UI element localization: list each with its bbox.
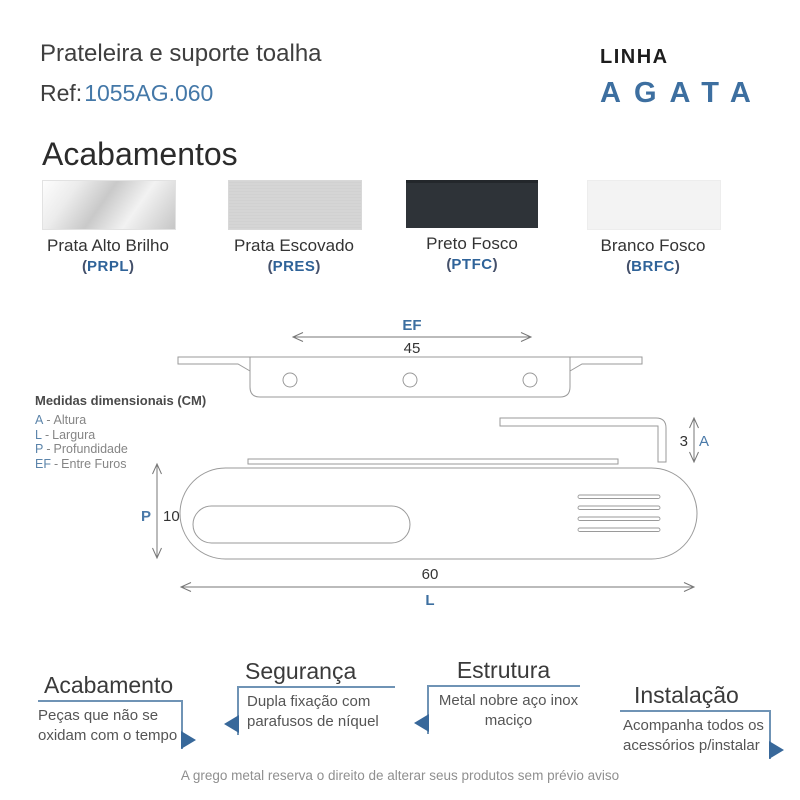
feature-arrow-left-icon bbox=[224, 715, 239, 733]
finish-code: (BRFC) bbox=[626, 258, 680, 275]
dim-width-value: 60 bbox=[421, 566, 439, 583]
ref-label: Ref: bbox=[40, 80, 83, 106]
dim-width-arrow bbox=[181, 583, 694, 592]
feature-acabamento bbox=[38, 672, 183, 749]
finish-name: Preto Fosco bbox=[426, 234, 518, 253]
feature-estrutura bbox=[427, 657, 580, 734]
feature-body: Dupla fixação com parafusos de níquel bbox=[237, 686, 395, 735]
legend-item: L - Largura bbox=[35, 427, 96, 442]
line-name: AGATA bbox=[600, 77, 764, 109]
feature-title: Estrutura bbox=[456, 657, 551, 683]
swatch-silver-gloss bbox=[42, 180, 176, 230]
finish-prata-escovado bbox=[228, 180, 360, 275]
swatch-matte-black bbox=[406, 180, 538, 228]
vent-slats bbox=[578, 495, 660, 532]
finish-code: (PRPL) bbox=[81, 258, 134, 275]
legend-item: EF - Entre Furos bbox=[35, 456, 127, 471]
disclaimer: A grego metal reserva o direito de alterar seus produtos sem prévio aviso bbox=[180, 768, 620, 783]
product-line bbox=[600, 46, 780, 110]
swatch-matte-white bbox=[587, 180, 721, 230]
product-ref bbox=[40, 80, 213, 107]
feature-seguranca bbox=[237, 658, 395, 735]
dim-width-letter: L bbox=[425, 592, 435, 609]
shelf-plan-view bbox=[180, 459, 697, 559]
bracket-side-view bbox=[500, 418, 666, 462]
dim-ef-value: 45 bbox=[403, 340, 421, 357]
feature-title: Segurança bbox=[245, 658, 357, 684]
feature-arrow-left-icon bbox=[414, 714, 429, 732]
finish-prata-alto-brilho bbox=[42, 180, 174, 275]
dim-height-letter: A bbox=[699, 433, 710, 450]
legend-item: A - Altura bbox=[35, 413, 87, 427]
feature-title: Acabamento bbox=[44, 672, 174, 698]
dim-ef-label: EF bbox=[402, 317, 422, 334]
product-title: Prateleira e suporte toalha bbox=[40, 40, 322, 67]
feature-title: Instalação bbox=[634, 682, 739, 708]
ref-value: 1055AG.060 bbox=[84, 80, 214, 106]
line-label: LINHA bbox=[600, 46, 669, 68]
finish-preto-fosco bbox=[406, 180, 538, 273]
dimension-legend bbox=[35, 393, 206, 471]
dim-depth-value: 10 bbox=[163, 508, 180, 525]
dim-depth-letter: P bbox=[140, 508, 151, 525]
finish-code: (PRES) bbox=[267, 258, 321, 275]
swatch-silver-brushed bbox=[228, 180, 362, 230]
dim-depth-arrow bbox=[153, 464, 162, 558]
feature-arrow-right-icon bbox=[769, 741, 784, 759]
shelf-front-view bbox=[178, 357, 642, 397]
legend-item: P - Profundidade bbox=[35, 442, 128, 456]
finish-branco-fosco bbox=[587, 180, 719, 275]
finish-name: Prata Escovado bbox=[233, 236, 354, 255]
feature-body: Metal nobre aço inox maciço bbox=[427, 685, 580, 734]
feature-instalacao bbox=[620, 682, 771, 759]
finishes-title: Acabamentos bbox=[42, 136, 238, 172]
dim-height-arrow bbox=[690, 418, 699, 462]
dim-height-value: 3 bbox=[679, 433, 688, 450]
legend-title: Medidas dimensionais (CM) bbox=[35, 393, 207, 408]
finish-name: Branco Fosco bbox=[600, 236, 706, 255]
feature-body: Acompanha todos os acessórios p/instalar bbox=[620, 710, 771, 759]
finish-code: (PTFC) bbox=[446, 256, 498, 273]
finish-name: Prata Alto Brilho bbox=[47, 236, 169, 255]
feature-body: Peças que não se oxidam com o tempo bbox=[38, 700, 183, 749]
feature-arrow-right-icon bbox=[181, 731, 196, 749]
